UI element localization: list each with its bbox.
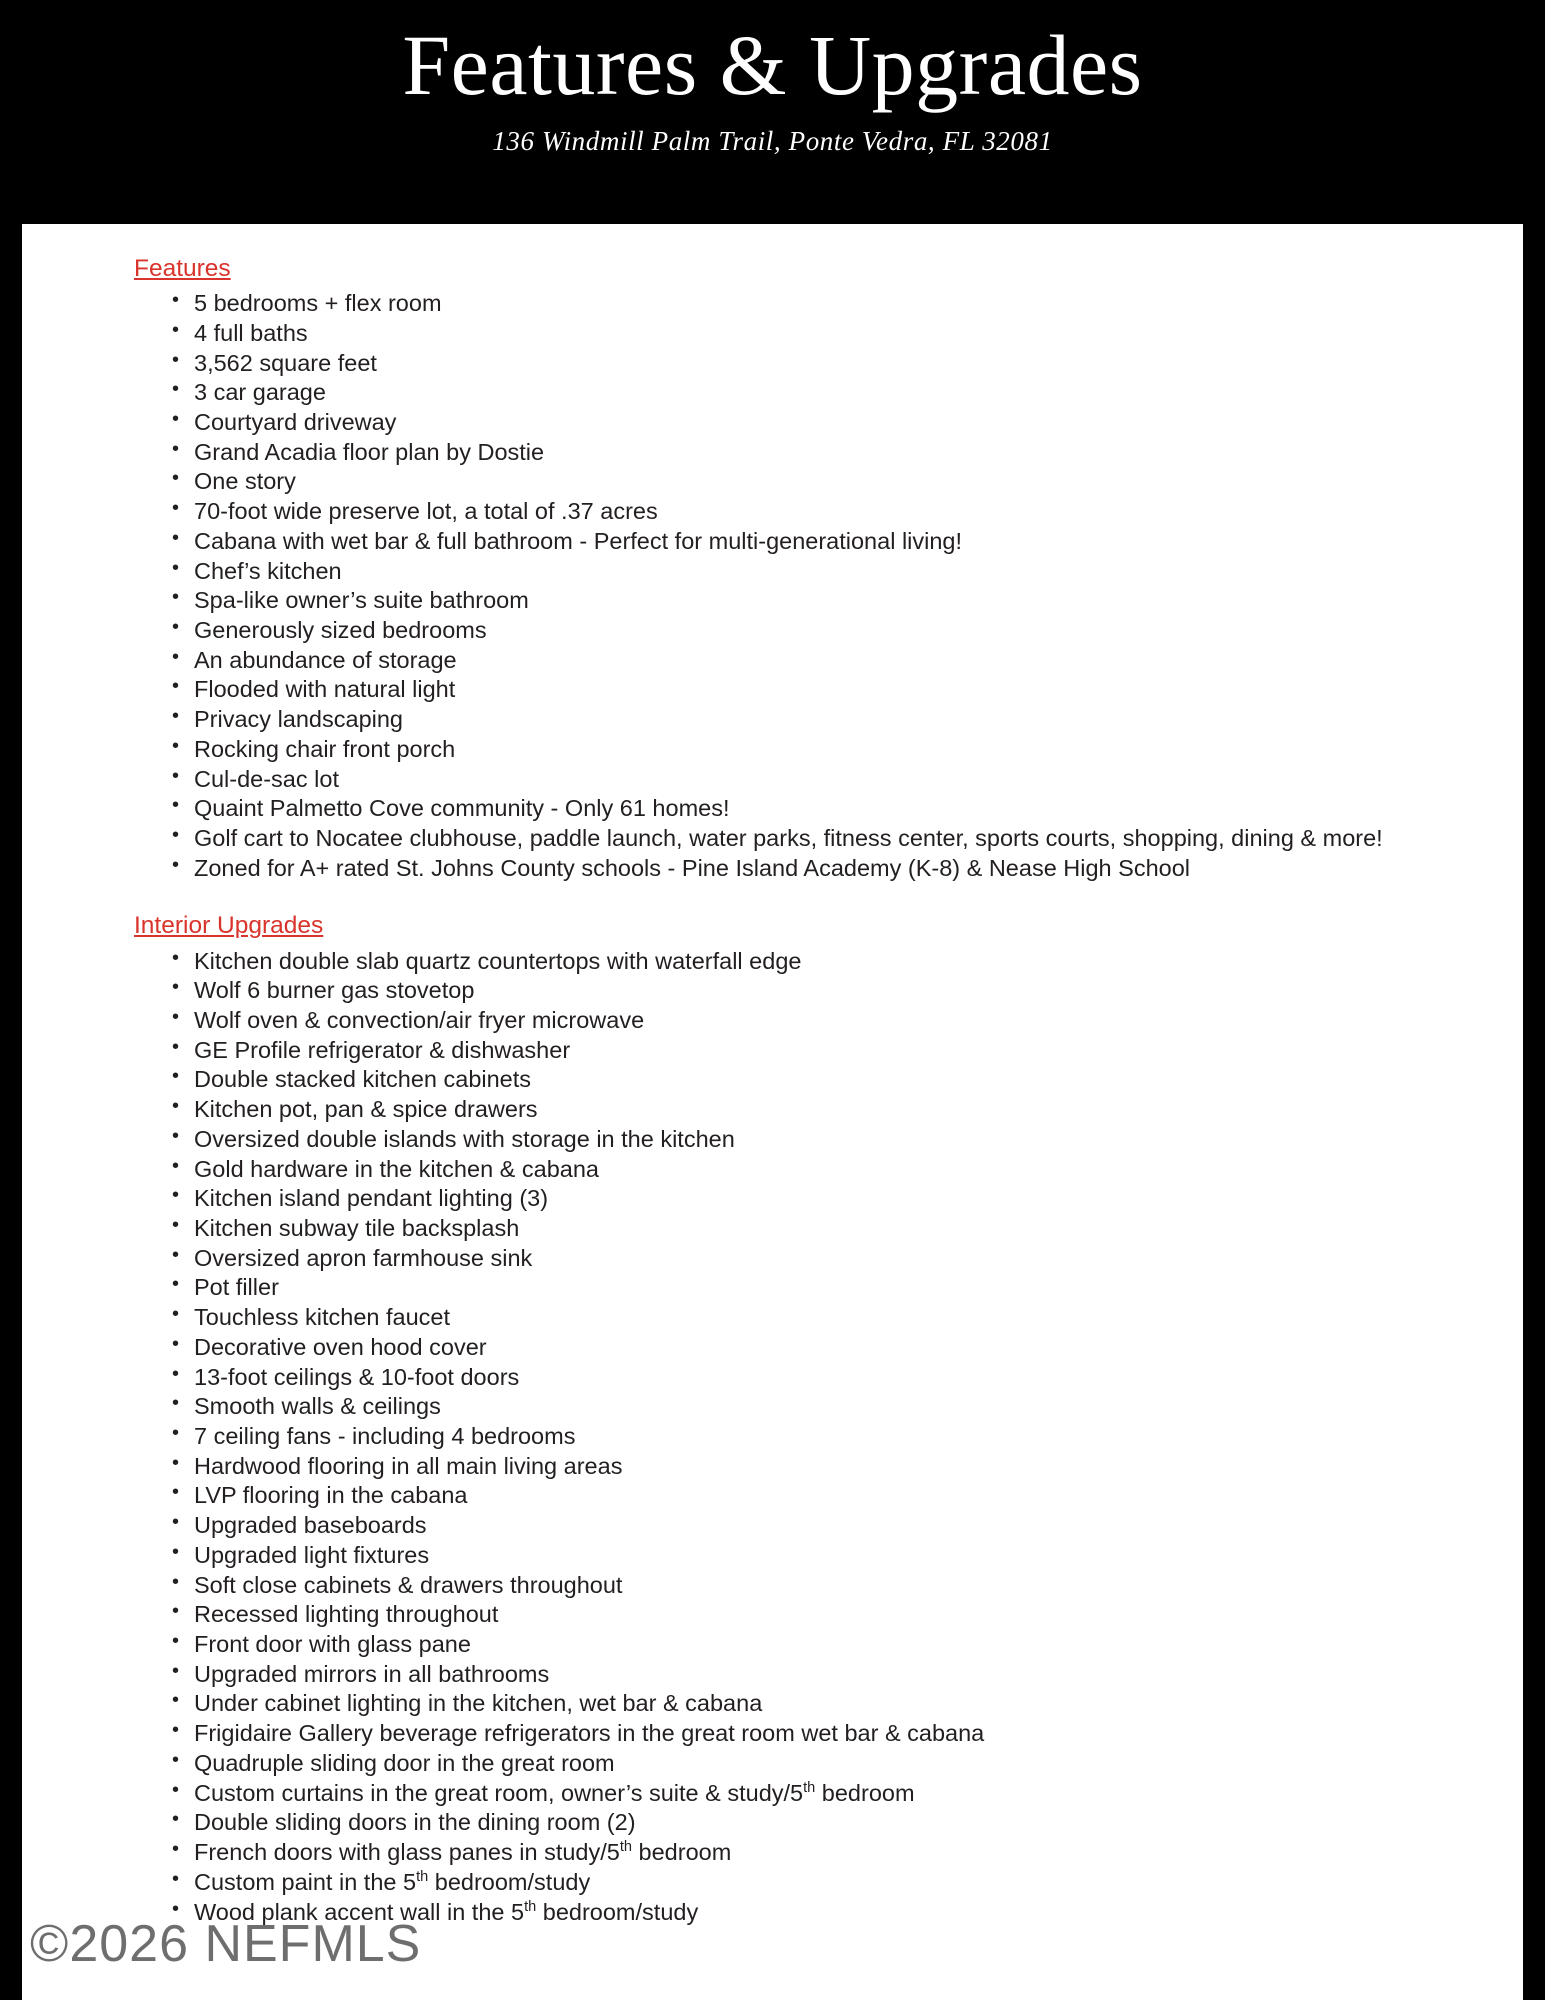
list-item: • Grand Acadia floor plan by Dostie <box>172 438 1463 468</box>
list-item: • 5 bedrooms + flex room <box>172 289 1463 319</box>
list-item: • 7 ceiling fans - including 4 bedrooms <box>172 1422 1463 1452</box>
list-item: • Wolf oven & convection/air fryer microwave <box>172 1006 1463 1036</box>
list-item: • One story <box>172 467 1463 497</box>
page-title: Features & Upgrades <box>402 17 1143 113</box>
list-item: • 3,562 square feet <box>172 349 1463 379</box>
list-item: • Wolf 6 burner gas stovetop <box>172 976 1463 1006</box>
list-item: • Smooth walls & ceilings <box>172 1392 1463 1422</box>
list-item: • Recessed lighting throughout <box>172 1600 1463 1630</box>
list-item: • Cabana with wet bar & full bathroom - Perfect for multi-generational living! <box>172 527 1463 557</box>
interior-upgrades-list <box>134 947 1463 1928</box>
property-address: 136 Windmill Palm Trail, Ponte Vedra, FL 32081 <box>492 126 1053 156</box>
list-item: • Pot filler <box>172 1273 1463 1303</box>
list-item: • Courtyard driveway <box>172 408 1463 438</box>
list-item: • Frigidaire Gallery beverage refrigerators in the great room wet bar & cabana <box>172 1719 1463 1749</box>
list-item: • Quadruple sliding door in the great room <box>172 1749 1463 1779</box>
list-item: • Generously sized bedrooms <box>172 616 1463 646</box>
list-item: • 13-foot ceilings & 10-foot doors <box>172 1363 1463 1393</box>
list-item: • Kitchen subway tile backsplash <box>172 1214 1463 1244</box>
list-item: • Upgraded light fixtures <box>172 1541 1463 1571</box>
list-item: • Spa-like owner’s suite bathroom <box>172 586 1463 616</box>
watermark: ©2026 NEFMLS <box>30 1915 422 1973</box>
section-heading-interior-upgrades: Interior Upgrades <box>134 912 324 940</box>
list-item: • Oversized apron farmhouse sink <box>172 1244 1463 1274</box>
features-list <box>134 289 1463 883</box>
document-header <box>0 0 1545 157</box>
list-item: • Touchless kitchen faucet <box>172 1303 1463 1333</box>
list-item: • Quaint Palmetto Cove community - Only 61 homes! <box>172 794 1463 824</box>
list-item: • Custom paint in the 5th bedroom/study <box>172 1868 1463 1898</box>
list-item: • Zoned for A+ rated St. Johns County schools - Pine Island Academy (K-8) & Nease High School <box>172 854 1463 884</box>
list-item: • 70-foot wide preserve lot, a total of .37 acres <box>172 497 1463 527</box>
section-heading-features: Features <box>134 255 231 282</box>
list-item: • Golf cart to Nocatee clubhouse, paddle launch, water parks, fitness center, sports courts, shopping, dining & more! <box>172 824 1463 854</box>
list-item: • Cul-de-sac lot <box>172 765 1463 795</box>
list-item: • Gold hardware in the kitchen & cabana <box>172 1155 1463 1185</box>
page-content <box>22 224 1523 1927</box>
list-item: • LVP flooring in the cabana <box>172 1481 1463 1511</box>
list-item: • Kitchen double slab quartz countertops with waterfall edge <box>172 947 1463 977</box>
list-item: • Kitchen island pendant lighting (3) <box>172 1184 1463 1214</box>
document-page <box>22 224 1523 2000</box>
list-item: • Double stacked kitchen cabinets <box>172 1065 1463 1095</box>
list-item: • GE Profile refrigerator & dishwasher <box>172 1036 1463 1066</box>
list-item: • Privacy landscaping <box>172 705 1463 735</box>
list-item: • Oversized double islands with storage in the kitchen <box>172 1125 1463 1155</box>
list-item: • Custom curtains in the great room, owner’s suite & study/5th bedroom <box>172 1779 1463 1809</box>
list-item: • 3 car garage <box>172 378 1463 408</box>
list-item: • Flooded with natural light <box>172 675 1463 705</box>
list-item: • Double sliding doors in the dining room (2) <box>172 1808 1463 1838</box>
list-item: • Upgraded baseboards <box>172 1511 1463 1541</box>
list-item: • Upgraded mirrors in all bathrooms <box>172 1660 1463 1690</box>
list-item: • Hardwood flooring in all main living areas <box>172 1452 1463 1482</box>
list-item: • 4 full baths <box>172 319 1463 349</box>
list-item: • Under cabinet lighting in the kitchen, wet bar & cabana <box>172 1689 1463 1719</box>
list-item: • Chef’s kitchen <box>172 557 1463 587</box>
list-item: • Kitchen pot, pan & spice drawers <box>172 1095 1463 1125</box>
list-item: • Front door with glass pane <box>172 1630 1463 1660</box>
list-item: • Soft close cabinets & drawers throughout <box>172 1571 1463 1601</box>
list-item: • Rocking chair front porch <box>172 735 1463 765</box>
list-item: • Decorative oven hood cover <box>172 1333 1463 1363</box>
list-item: • French doors with glass panes in study/5th bedroom <box>172 1838 1463 1868</box>
list-item: • An abundance of storage <box>172 646 1463 676</box>
list-item: • Wood plank accent wall in the 5th bedroom/study <box>172 1898 1463 1928</box>
